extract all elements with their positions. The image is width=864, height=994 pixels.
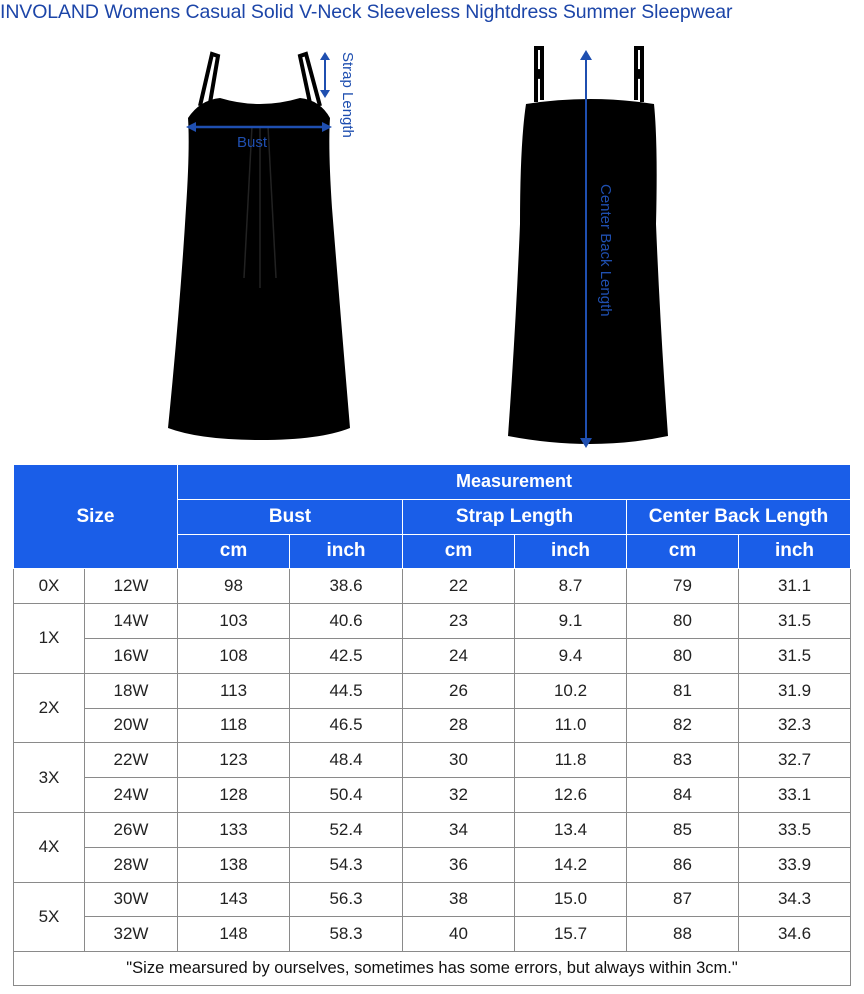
table-row xyxy=(14,917,851,952)
value-cell: 83 xyxy=(627,743,739,778)
value-cell: 32.3 xyxy=(739,708,851,743)
value-cell: 15.0 xyxy=(515,882,627,917)
group-header-bust: Bust xyxy=(178,499,403,534)
unit-header: inch xyxy=(739,534,851,569)
value-cell: 133 xyxy=(178,812,290,847)
unit-header: cm xyxy=(178,534,290,569)
strap-length-arrow xyxy=(315,52,335,98)
value-cell: 9.1 xyxy=(515,604,627,639)
table-row xyxy=(14,847,851,882)
value-cell: 128 xyxy=(178,778,290,813)
group-header-center-back-length: Center Back Length xyxy=(627,499,851,534)
value-cell: 44.5 xyxy=(290,673,403,708)
value-cell: 15.7 xyxy=(515,917,627,952)
table-row xyxy=(14,604,851,639)
w-size-cell: 28W xyxy=(85,847,178,882)
value-cell: 113 xyxy=(178,673,290,708)
value-cell: 9.4 xyxy=(515,638,627,673)
value-cell: 148 xyxy=(178,917,290,952)
table-row xyxy=(14,673,851,708)
value-cell: 123 xyxy=(178,743,290,778)
measurement-note: "Size mearsured by ourselves, sometimes has some errors, but always within 3cm." xyxy=(14,952,851,986)
size-cell: 0X xyxy=(14,569,85,604)
w-size-cell: 18W xyxy=(85,673,178,708)
w-size-cell: 26W xyxy=(85,812,178,847)
value-cell: 30 xyxy=(403,743,515,778)
unit-header: cm xyxy=(627,534,739,569)
unit-header: cm xyxy=(403,534,515,569)
value-cell: 28 xyxy=(403,708,515,743)
size-chart-table xyxy=(13,464,851,986)
size-header: Size xyxy=(14,465,178,569)
value-cell: 108 xyxy=(178,638,290,673)
value-cell: 80 xyxy=(627,638,739,673)
back-dress-figure xyxy=(500,44,680,454)
w-size-cell: 14W xyxy=(85,604,178,639)
value-cell: 81 xyxy=(627,673,739,708)
w-size-cell: 12W xyxy=(85,569,178,604)
value-cell: 40 xyxy=(403,917,515,952)
value-cell: 33.9 xyxy=(739,847,851,882)
value-cell: 40.6 xyxy=(290,604,403,639)
table-row xyxy=(14,882,851,917)
w-size-cell: 16W xyxy=(85,638,178,673)
value-cell: 22 xyxy=(403,569,515,604)
table-row xyxy=(14,743,851,778)
value-cell: 34.3 xyxy=(739,882,851,917)
value-cell: 58.3 xyxy=(290,917,403,952)
table-row xyxy=(14,569,851,604)
value-cell: 14.2 xyxy=(515,847,627,882)
value-cell: 79 xyxy=(627,569,739,604)
w-size-cell: 32W xyxy=(85,917,178,952)
value-cell: 34 xyxy=(403,812,515,847)
value-cell: 11.0 xyxy=(515,708,627,743)
w-size-cell: 20W xyxy=(85,708,178,743)
value-cell: 8.7 xyxy=(515,569,627,604)
value-cell: 31.9 xyxy=(739,673,851,708)
unit-header: inch xyxy=(515,534,627,569)
value-cell: 46.5 xyxy=(290,708,403,743)
value-cell: 32 xyxy=(403,778,515,813)
value-cell: 12.6 xyxy=(515,778,627,813)
w-size-cell: 24W xyxy=(85,778,178,813)
front-dress-illustration xyxy=(160,48,360,448)
size-cell: 5X xyxy=(14,882,85,952)
value-cell: 138 xyxy=(178,847,290,882)
value-cell: 98 xyxy=(178,569,290,604)
value-cell: 88 xyxy=(627,917,739,952)
size-cell: 3X xyxy=(14,743,85,813)
value-cell: 50.4 xyxy=(290,778,403,813)
table-row xyxy=(14,812,851,847)
size-cell: 1X xyxy=(14,604,85,674)
value-cell: 33.1 xyxy=(739,778,851,813)
value-cell: 31.1 xyxy=(739,569,851,604)
value-cell: 56.3 xyxy=(290,882,403,917)
product-title: INVOLAND Womens Casual Solid V-Neck Sleeveless Nightdress Summer Sleepwear xyxy=(0,1,733,23)
unit-header: inch xyxy=(290,534,403,569)
center-back-length-label: Center Back Length xyxy=(597,184,614,317)
value-cell: 54.3 xyxy=(290,847,403,882)
value-cell: 38.6 xyxy=(290,569,403,604)
w-size-cell: 30W xyxy=(85,882,178,917)
value-cell: 80 xyxy=(627,604,739,639)
w-size-cell: 22W xyxy=(85,743,178,778)
value-cell: 48.4 xyxy=(290,743,403,778)
value-cell: 118 xyxy=(178,708,290,743)
value-cell: 34.6 xyxy=(739,917,851,952)
front-dress-figure xyxy=(160,48,360,448)
table-row xyxy=(14,778,851,813)
value-cell: 26 xyxy=(403,673,515,708)
table-row xyxy=(14,638,851,673)
value-cell: 10.2 xyxy=(515,673,627,708)
value-cell: 11.8 xyxy=(515,743,627,778)
table-row xyxy=(14,708,851,743)
value-cell: 85 xyxy=(627,812,739,847)
value-cell: 32.7 xyxy=(739,743,851,778)
value-cell: 24 xyxy=(403,638,515,673)
value-cell: 86 xyxy=(627,847,739,882)
value-cell: 87 xyxy=(627,882,739,917)
value-cell: 82 xyxy=(627,708,739,743)
value-cell: 33.5 xyxy=(739,812,851,847)
back-dress-illustration xyxy=(500,44,680,454)
group-header-strap-length: Strap Length xyxy=(403,499,627,534)
value-cell: 13.4 xyxy=(515,812,627,847)
size-cell: 2X xyxy=(14,673,85,743)
size-cell: 4X xyxy=(14,812,85,882)
value-cell: 23 xyxy=(403,604,515,639)
measurement-header: Measurement xyxy=(178,465,851,500)
value-cell: 84 xyxy=(627,778,739,813)
bust-label: Bust xyxy=(237,134,268,151)
value-cell: 36 xyxy=(403,847,515,882)
value-cell: 38 xyxy=(403,882,515,917)
value-cell: 42.5 xyxy=(290,638,403,673)
value-cell: 52.4 xyxy=(290,812,403,847)
value-cell: 143 xyxy=(178,882,290,917)
value-cell: 31.5 xyxy=(739,604,851,639)
value-cell: 103 xyxy=(178,604,290,639)
value-cell: 31.5 xyxy=(739,638,851,673)
strap-length-label: Strap Length xyxy=(339,52,356,138)
